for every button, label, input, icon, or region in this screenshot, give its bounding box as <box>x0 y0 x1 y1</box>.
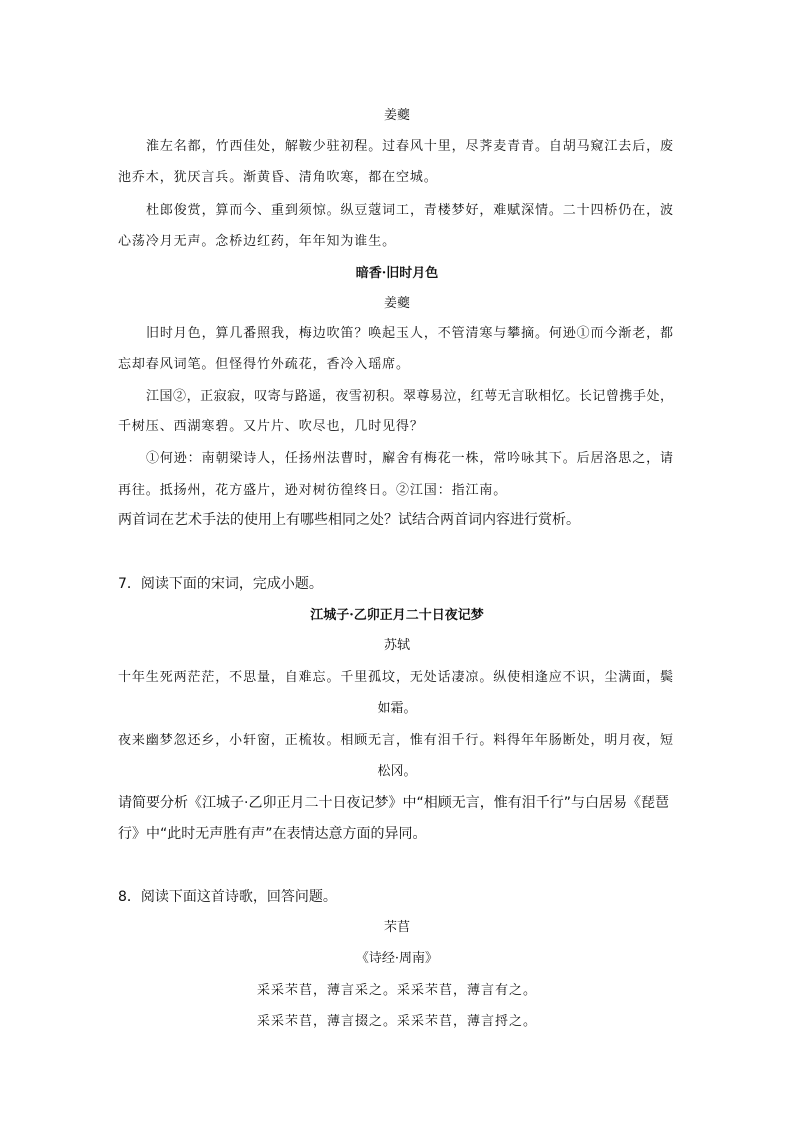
q8-poem-title: 芣苢 <box>383 920 410 935</box>
q7-poem-line-4: 松冈。 <box>377 764 417 779</box>
poem2-author: 姜夔 <box>383 296 410 311</box>
q8-poem-source: 《诗经·周南》 <box>355 951 439 966</box>
q7-poem-title: 江城子·乙卯正月二十日夜记梦 <box>310 608 484 623</box>
q8-poem-line-2: 采采芣苢，薄言掇之。采采芣苢，薄言捋之。 <box>256 1014 537 1029</box>
poem1-line-3: 杜郎俊赏，算而今、重到须惊。纵豆蔻词工，青楼梦好，难赋深情。二十四桥仍在，波 <box>146 203 673 218</box>
poem1-line-2: 池乔木，犹厌言兵。渐黄昏、清角吹寒，都在空城。 <box>118 170 438 185</box>
poem1-author: 姜夔 <box>383 108 410 123</box>
q8-poem-line-1: 采采芣苢，薄言采之。采采芣苢，薄言有之。 <box>256 983 537 998</box>
q7-poem-line-2: 如霜。 <box>377 701 417 716</box>
question-7-heading: 7．阅读下面的宋词，完成小题。 <box>118 576 323 592</box>
poem2-line-4: 千树压、西湖寒碧。又片片、吹尽也，几时见得？ <box>118 419 424 434</box>
poem2-note-1: ①何逊：南朝梁诗人，任扬州法曹时，廨舍有梅花一株，常吟咏其下。后居洛思之，请 <box>146 451 673 466</box>
poem2-line-2: 忘却春风词笔。但怪得竹外疏花，香冷入瑶席。 <box>118 357 410 372</box>
poem2-title: 暗香·旧时月色 <box>355 266 439 281</box>
poem1-line-4: 心荡冷月无声。念桥边红药，年年知为谁生。 <box>118 234 397 249</box>
q7-poem-line-1: 十年生死两茫茫，不思量，自难忘。千里孤坟，无处话凄凉。纵使相逢应不识，尘满面，鬓 <box>118 670 673 685</box>
q7-question-line-1: 请简要分析《江城子·乙卯正月二十日夜记梦》中“相顾无言，惟有泪千行”与白居易《琵琶 <box>118 795 669 811</box>
question-6-text: 两首词在艺术手法的使用上有哪些相同之处？试结合两首词内容进行赏析。 <box>118 512 580 528</box>
q7-poem-line-3: 夜来幽梦忽还乡，小轩窗，正梳妆。相顾无言，惟有泪千行。料得年年肠断处，明月夜，短 <box>118 733 673 748</box>
q7-poem-author: 苏轼 <box>383 638 410 653</box>
poem2-line-3: 江国②，正寂寂，叹寄与路遥，夜雪初积。翠尊易泣，红萼无言耿相忆。长记曾携手处， <box>146 389 673 404</box>
poem2-line-1: 旧时月色，算几番照我，梅边吹笛？唤起玉人，不管清寒与攀摘。何逊①而今渐老，都 <box>146 326 673 341</box>
poem2-note-2: 再往。抵扬州，花方盛片，逊对树彷徨终日。②江国：指江南。 <box>118 483 508 498</box>
question-8-heading: 8．阅读下面这首诗歌，回答问题。 <box>118 889 337 905</box>
q7-question-line-2: 行》中“此时无声胜有声”在表情达意方面的异同。 <box>118 826 427 842</box>
poem1-line-1: 淮左名都，竹西佳处，解鞍少驻初程。过春风十里，尽荠麦青青。自胡马窥江去后，废 <box>146 139 673 154</box>
